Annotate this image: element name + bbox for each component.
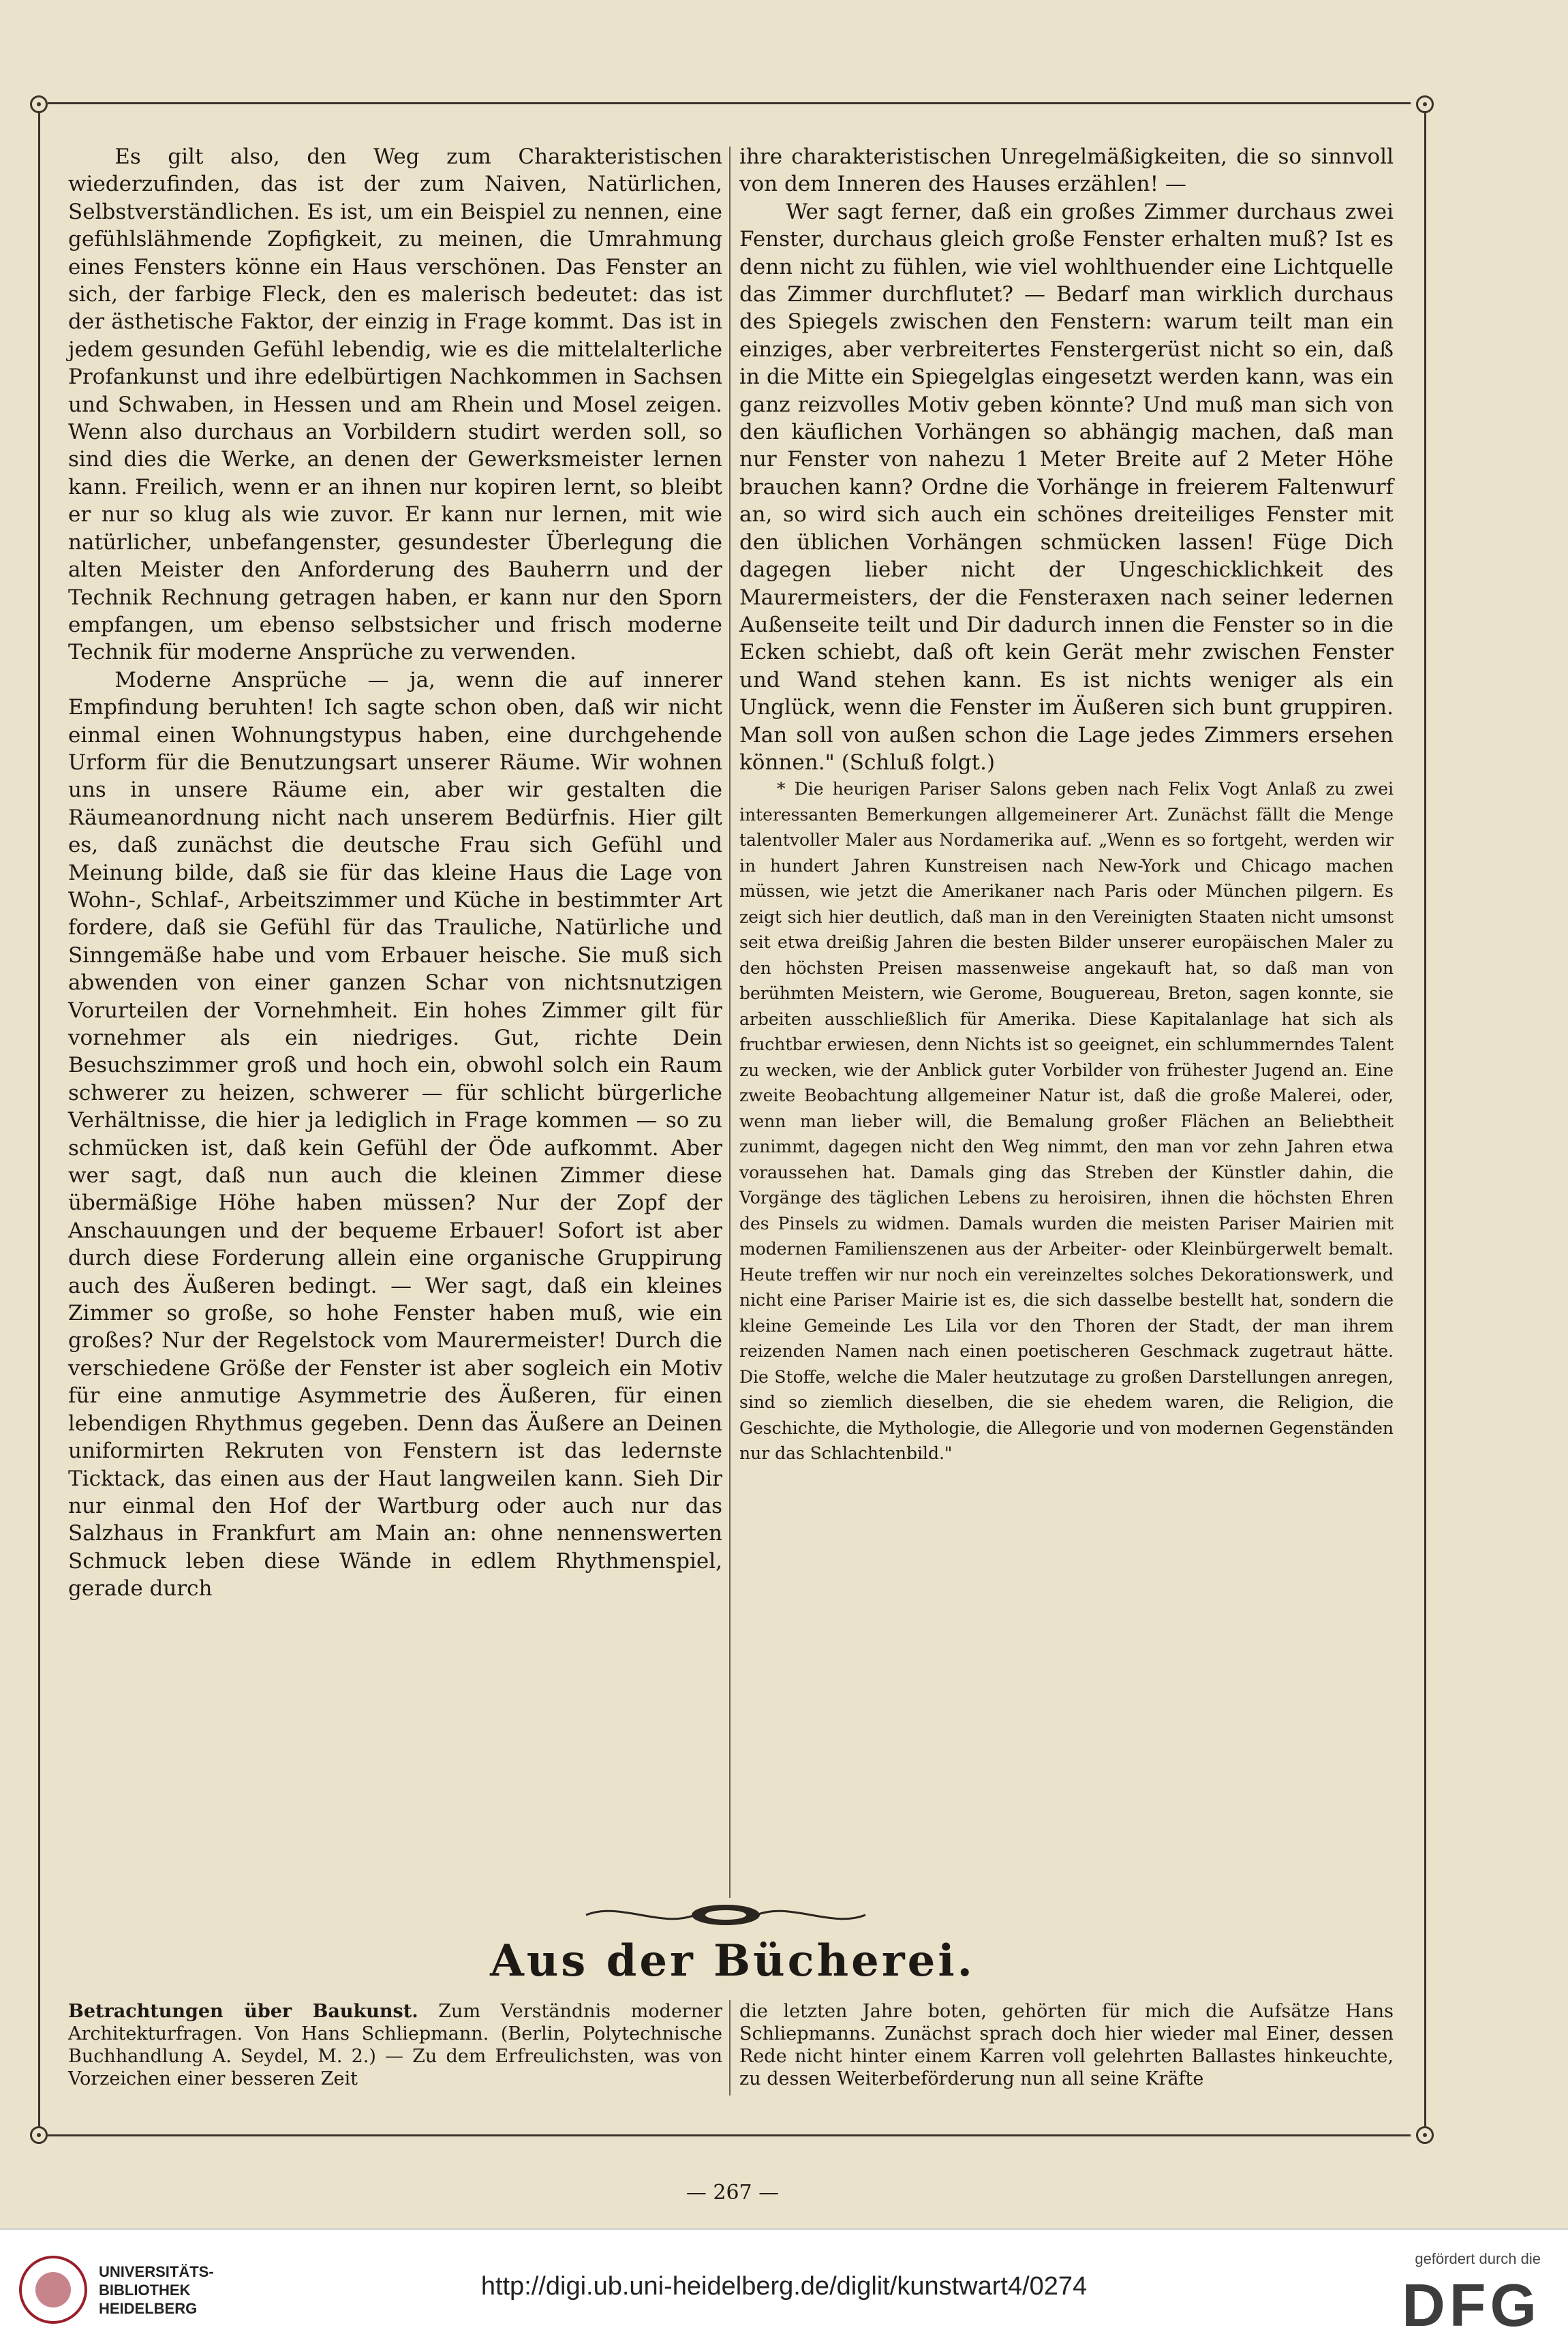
note-paragraph: * Die heurigen Pariser Salons geben nach Felix Vogt Anlaß zu zwei interessanten Bemerkungen allgemeinerer Art. Zunächst fällt die Menge talentvoller Maler aus Nordamerika auf. „Wenn es so fortgeht, werden wir in hundert Jahren Kunstreisen nach New-York und Chicago machen müssen, wie jetzt die Amerikaner nach Paris oder München pilgern. Es zeigt sich hier deutlich, daß man in den Vereinigten Staaten nicht umsonst seit etwa dreißig Jahren die besten Bilder unserer europäischen Maler zu den höchsten Preisen massenweise angekauft hat, so daß man von berühmten Meistern, wie Gerome, Bouguereau, Breton, sagen konnte, sie arbeiten ausschließlich für Amerika. Diese Kapitalanlage hat sich als fruchtbar erwiesen, denn Nichts ist so geeignet, ein schlummerndes Talent zu wecken, wie der Anblick guter Vorbilder von frühester Jugend an. Eine zweite Beobachtung allgemeiner Natur ist, daß die große Malerei, oder, wenn man lieber will, die Bemalung großer Flächen an Beliebtheit zunimmt, dagegen nicht den Weg nimmt, den man vor zehn Jahren etwa voraussehen hat. Damals ging das Streben der Künstler dahin, die Vorgänge des täglichen Lebens zu heroisiren, ihnen die höchsten Ehren des Pinsels zu widmen. Damals wurden die meisten Pariser Mairien mit modernen Familienszenen aus der Arbeiter- oder Kleinbürgerwelt bemalt. Heute treffen wir nur noch ein vereinzeltes solches Dekorationswerk, und nicht eine Pariser Mairie ist es, die sich dasselbe bestellt hat, sondern die kleine Gemeinde Les Lila vor den Thoren der Stadt, der man ihrem reizenden Namen nach einen poetischeren Geschmack zugetraut hätte. Die Stoffe, welche die Maler heutzutage zu großen Darstellungen anregen, sind so ziemlich dieselben, die sie ehedem waren, die Religion, die Geschichte, die Mythologie, die Allegorie und von modernen Gegenständen nur das Schlachtenbild.": [739, 779, 1394, 1464]
frame-corner-ornament: [1416, 2126, 1434, 2144]
left-column: [68, 143, 722, 1901]
viewer-footer: [0, 2228, 1568, 2347]
column-divider: [729, 147, 731, 1898]
paragraph: Wer sagt ferner, daß ein großes Zimmer durchaus zwei Fenster, durchaus gleich große Fenster erhalten muß? Ist es denn nicht zu fühlen, wie viel wohlthuender eine Lichtquelle das Zimmer durchflutet? — Bedarf man wirklich durchaus des Spiegels zwischen den Fenstern: warum teilt man ein einziges, aber verbreitertes Fenstergerüst nicht so ein, daß in die Mitte ein Spiegelglas eingesetzt werden kann, was ein ganz reizvolles Motiv geben könnte? Und muß man sich von den käuflichen Vorhängen so abhängig machen, daß man nur Fenster von nahezu 1 Meter Breite auf 2 Meter Höhe brauchen kann? Ordne die Vorhänge in freierem Faltenwurf an, so wird sich auch ein schönes dreiteiliges Fenster mit den üblichen Vorhängen schmücken lassen! Füge Dich dagegen lieber nicht der Ungeschicklichkeit des Maurermeisters, der die Fensteraxen nach seiner ledernen Außenseite teilt und Dir dadurch innen die Fenster so in die Ecken schiebt, daß oft kein Gerät mehr zwischen Fenster und Wand stehen kann. Es ist nichts weniger als ein Unglück, wenn die Fenster im Äußeren sich bunt gruppiren. Man soll von außen schon die Lage jedes Zimmers ersehen können." (Schluß folgt.): [739, 199, 1394, 775]
review-paragraph: die letzten Jahre boten, gehörten für mich die Aufsätze Hans Schliepmanns. Zunächst sprach doch hier wieder mal Einer, dessen Rede nicht hinter einem Karren voll gelehrten Ballastes hinkeuchte, zu dessen Weiterbeförderung nun all seine Kräfte: [739, 2001, 1394, 2089]
paragraph: ihre charakteristischen Unregelmäßigkeiten, die so sinnvoll von dem Inneren des Hauses erzählen! —: [739, 144, 1394, 197]
frame-right-rule: [1424, 112, 1426, 2126]
frame-corner-ornament: [30, 2126, 48, 2144]
paragraph: Es gilt also, den Weg zum Charakteristischen wiederzufinden, das ist der zum Naiven, Natürlichen, Selbstverständlichen. Es ist, um ein Beispiel zu nennen, eine gefühlslähmende Zopfigkeit, zu meinen, die Umrahmung eines Fensters könne ein Haus verschönen. Das Fenster an sich, der farbige Fleck, den es malerisch bedeutet: das ist der ästhetische Faktor, der einzig in Frage kommt. Das ist in jedem gesunden Gefühl lebendig, wie es die mittelalterliche Profankunst und ihre edelbürtigen Nachkommen in Sachsen und Schwaben, in Hessen und am Rhein und Mosel zeigen. Wenn also durchaus an Vorbildern studirt werden soll, so sind dies die Werke, an denen der Gewerksmeister lernen kann. Freilich, wenn er an ihnen nur kopiren lernt, so bleibt er nur so klug als wie zuvor. Er kann nur lernen, mit wie natürlicher, unbefangenster, gesundester Überlegung die alten Meister den Anforderung des Bauherrn und der Technik Rechnung getragen haben, er kann nur den Sporn empfangen, um ebenso selbstsicher und frisch moderne Technik für moderne Ansprüche zu verwenden.: [68, 144, 722, 665]
review-heading: Betrachtungen über Baukunst.: [68, 2001, 418, 2022]
dfg-logo: DFG: [1402, 2271, 1541, 2339]
column-divider: [729, 2000, 731, 2096]
right-column: [739, 143, 1394, 1467]
review-text: Zum Verständnis moderner Architekturfragen. Von Hans Schliepmann. (Berlin, Polytechnische Buchhandlung A. Seydel, M. 2.) — Zu dem Erfreulichsten, was von Vorzeichen einer besseren Zeit: [68, 2001, 722, 2089]
paragraph: Moderne Ansprüche — ja, wenn die auf innerer Empfindung beruhten! Ich sagte schon oben, daß wir nicht einmal einen Wohnungstypus haben, eine durchgehende Urform für die Benutzungsart unserer Räume. Wir wohnen uns in unsere Räume ein, aber wir gestalten die Räumeanordnung nicht nach unserem Bedürfnis. Hier gilt es, daß zunächst die deutsche Frau sich Gefühl und Meinung bilde, daß sie für das kleine Haus die Lage von Wohn-, Schlaf-, Arbeitszimmer und Küche in bestimmter Art fordere, daß sie Gefühl für das Trauliche, Natürliche und Sinngemäße habe und vom Erbauer heische. Sie muß sich abwenden von einer ganzen Schar von nichtsnutzigen Vorurteilen der Vornehmheit. Ein hohes Zimmer gilt für vornehmer als ein niedriges. Gut, richte Dein Besuchszimmer groß und hoch ein, obwohl solch ein Raum schwerer zu heizen, schwerer — für schlicht bürgerliche Verhältnisse, die hier ja lediglich in Frage kommen — so zu schmücken ist, daß kein Gefühl der Öde aufkommt. Aber wer sagt, daß nun auch die kleinen Zimmer diese übermäßige Höhe haben müssen? Nur der Zopf der Anschauungen und der bequeme Erbauer! Sofort ist aber durch diese Forderung allein eine organische Gruppirung auch des Äußeren bedingt. — Wer sagt, daß ein kleines Zimmer so große, so hohe Fenster haben muß, wie ein großes? Nur der Regelstock vom Maurermeister! Durch die verschiedene Größe der Fenster ist aber sogleich ein Motiv für eine anmutige Asymmetrie des Äußeren, für einen lebendigen Rhythmus gegeben. Denn das Äußere an Deinen uniformirten Rekruten von Fenstern ist das ledernste Ticktack, das einen aus der Haut langweilen kann. Sieh Dir nur einmal den Hof der Wartburg oder auch nur das Salzhaus in Frankfurt am Main an: ohne nennenswerten Schmuck leben diese Wände in edlem Rhythmenspiel, gerade durch: [68, 667, 722, 1601]
permalink-url[interactable]: http://digi.ub.uni-heidelberg.de/diglit/kunstwart4/0274: [480, 2272, 1088, 2301]
bottom-right-column: [739, 2000, 1394, 2090]
bottom-left-column: [68, 2000, 722, 2090]
institution-line: UNIVERSITÄTS-: [99, 2263, 214, 2280]
frame-top-rule: [48, 102, 1411, 104]
frame-corner-ornament: [1416, 95, 1434, 113]
frame-bottom-rule: [48, 2134, 1411, 2136]
frame-left-rule: [38, 112, 40, 2126]
section-title: Aus der Bücherei.: [490, 1935, 975, 1986]
page-number: — 267 —: [686, 2181, 780, 2205]
review-paragraph: [68, 2000, 722, 2090]
divider-ornament: [579, 1901, 872, 1929]
funding-caption: gefördert durch die: [1415, 2250, 1541, 2267]
institution-line: HEIDELBERG: [99, 2300, 198, 2317]
frame-corner-ornament: [30, 95, 48, 113]
institution-line: BIBLIOTHEK: [99, 2282, 191, 2299]
